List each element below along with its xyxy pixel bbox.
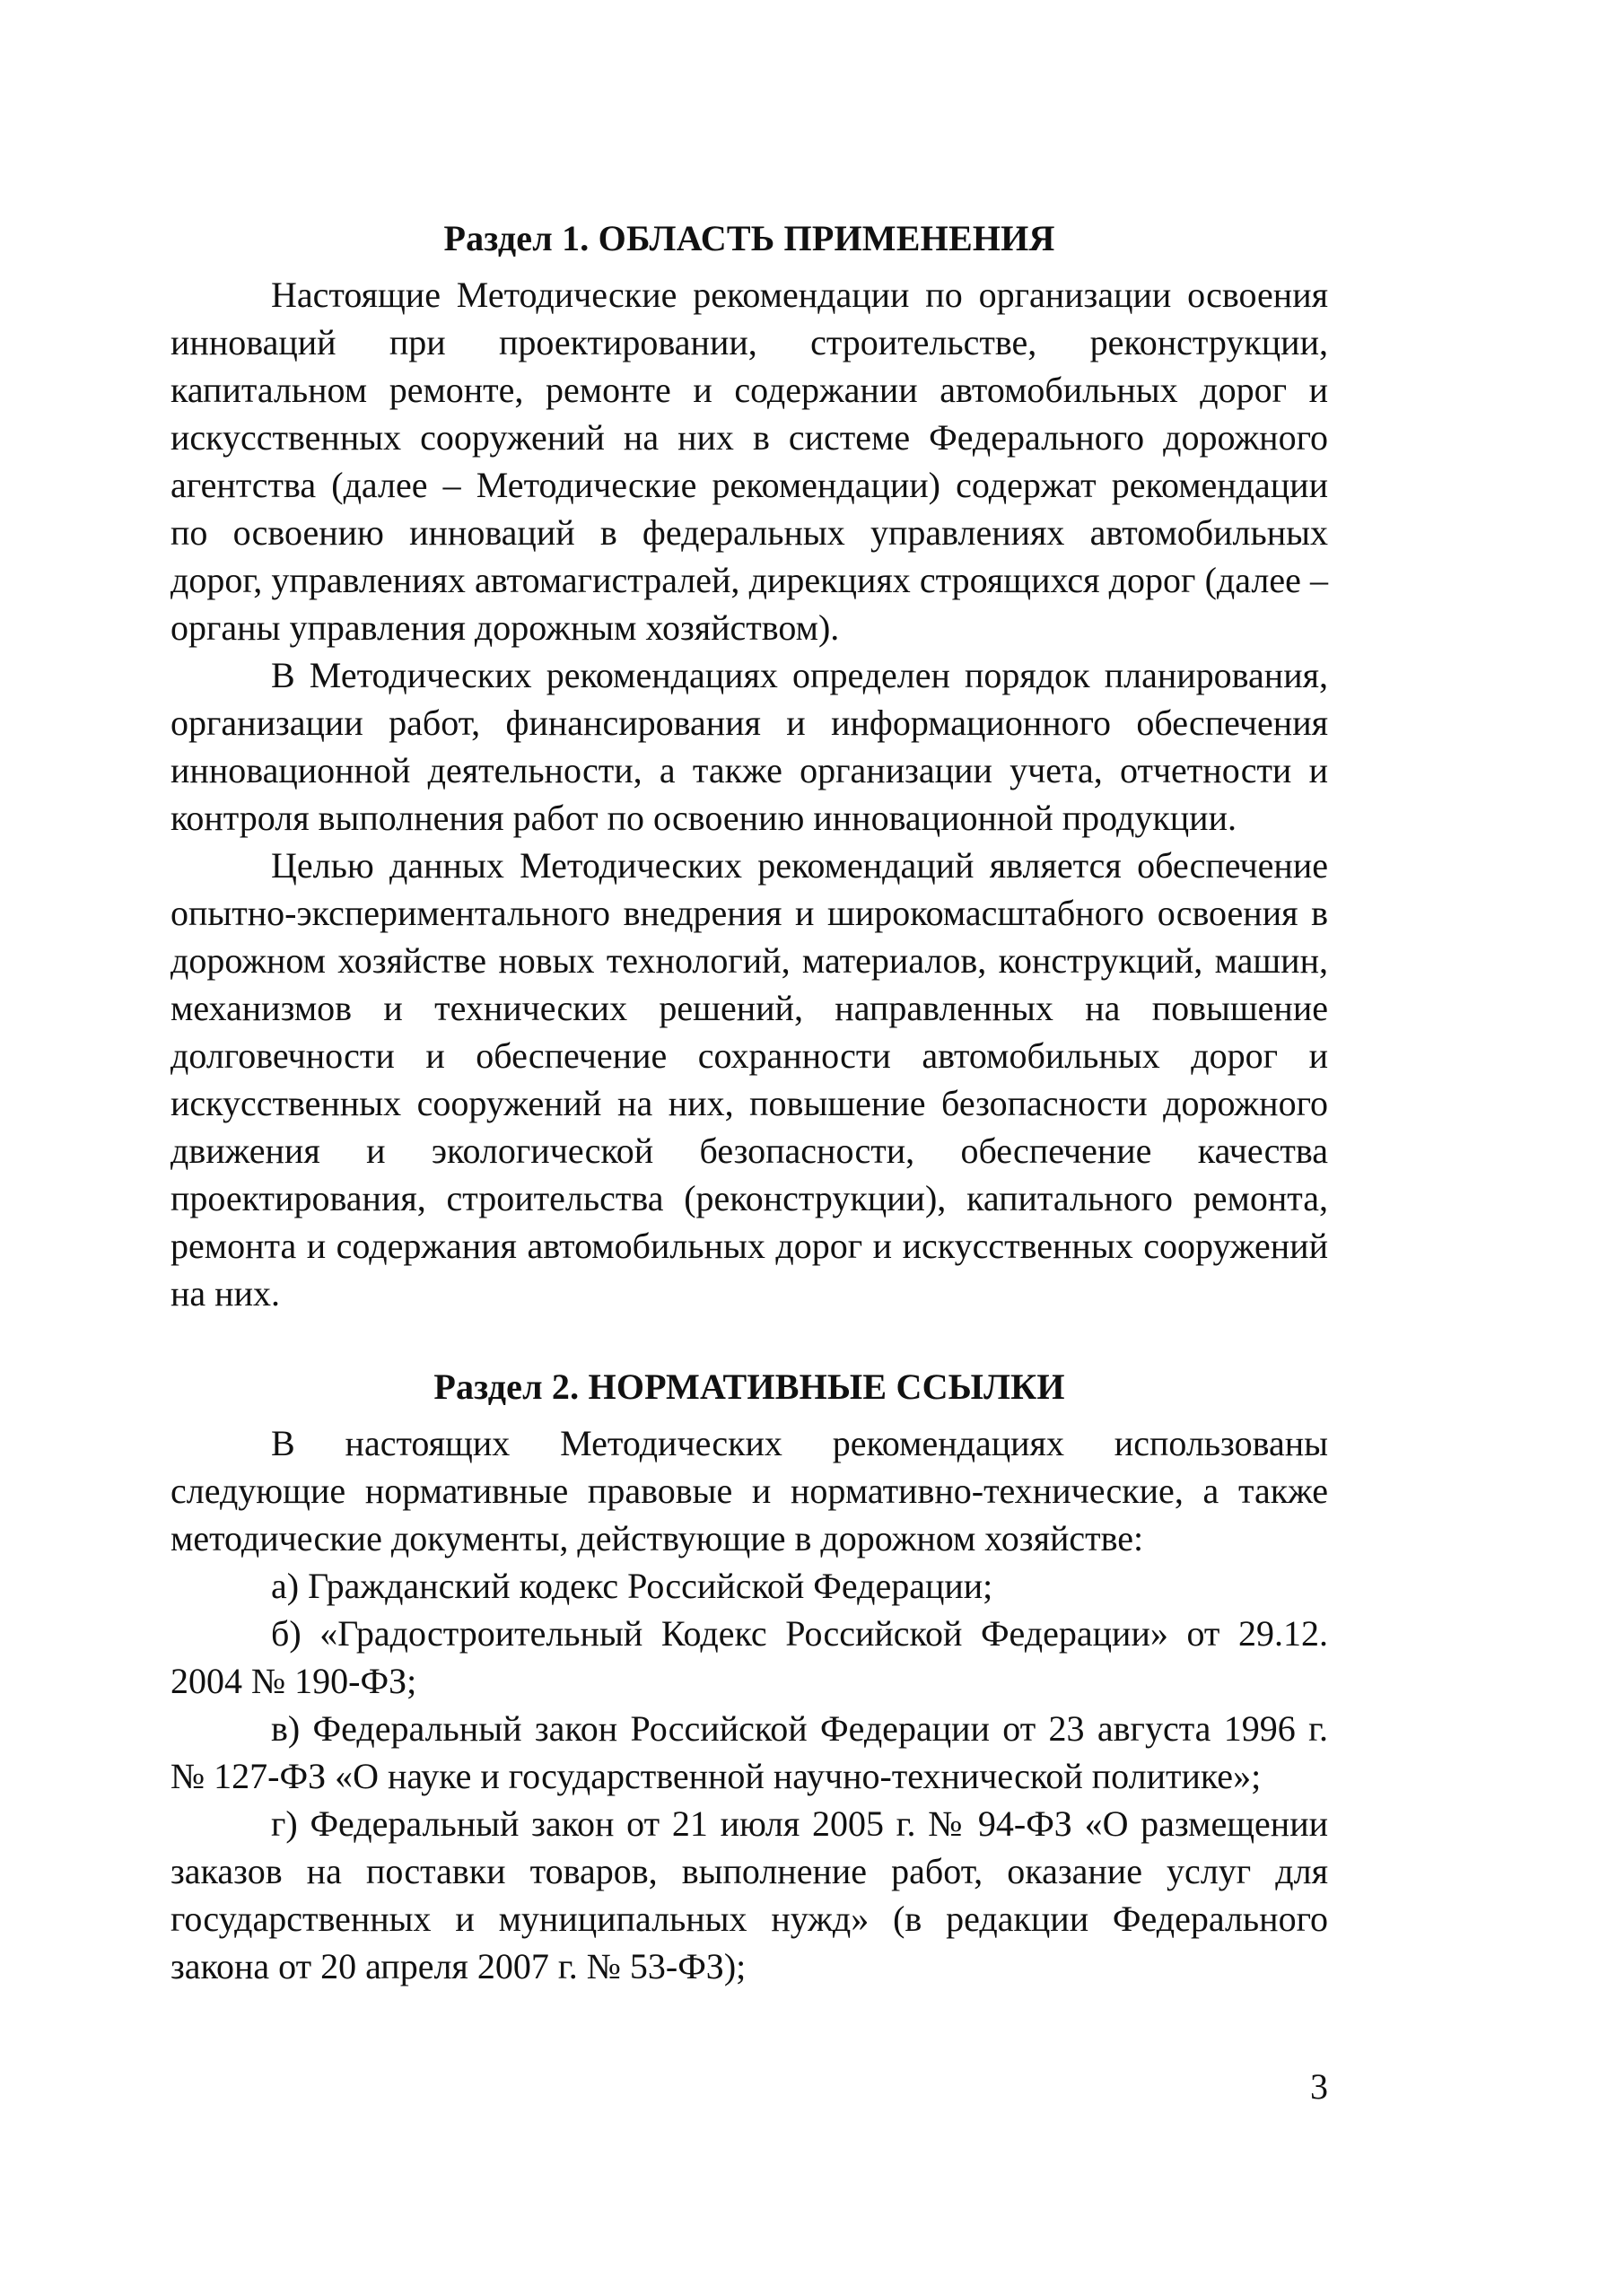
- section-2-list-item: б) «Градостроительный Кодекс Российской Федерации» от 29.12. 2004 № 190-ФЗ;: [170, 1613, 1328, 1701]
- section-2-list-item: а) Гражданский кодекс Российской Федерации;: [271, 1566, 993, 1606]
- section-2-list-item: в) Федеральный закон Российской Федерации от 23 августа 1996 г. № 127-ФЗ «О науке и государственной научно-технической политике»;: [170, 1708, 1328, 1796]
- page-number: 3: [1310, 2066, 1328, 2107]
- section-1-paragraph: Настоящие Методические рекомендации по организации освоения инноваций при проектировании, строительстве, реконструкции, капитальном ремонте, ремонте и содержании автомобильных дорог и искусственных сооружений на них в системе Федерального дорожного агентства (далее – Методические рекомендации) содержат рекомендации по освоению инноваций в федеральных управлениях автомобильных дорог, управлениях автомагистралей, дирекциях строящихся дорог (далее – органы управления дорожным хозяйством).: [170, 275, 1328, 648]
- section-2-intro: В настоящих Методических рекомендациях использованы следующие нормативные правовые и нормативно-технические, а также методические документы, действующие в дорожном хозяйстве:: [170, 1423, 1328, 1558]
- section-2-list-item: г) Федеральный закон от 21 июля 2005 г. № 94-ФЗ «О размещении заказов на поставки товаров, выполнение работ, оказание услуг для государственных и муниципальных нужд» (в редакции Федерального закона от 20 апреля 2007 г. № 53-ФЗ);: [170, 1803, 1328, 1986]
- section-1-paragraph: Целью данных Методических рекомендаций является обеспечение опытно-экспериментального внедрения и широкомасштабного освоения в дорожном хозяйстве новых технологий, материалов, конструкций, машин, механизмов и технических решений, направленных на повышение долговечности и обеспечение сохранности автомобильных дорог и искусственных сооружений на них, повышение безопасности дорожного движения и экологической безопасности, обеспечение качества проектирования, строительства (реконструкции), капитального ремонта, ремонта и содержания автомобильных дорог и искусственных сооружений на них.: [170, 845, 1328, 1314]
- section-2-title: Раздел 2. НОРМАТИВНЫЕ ССЫЛКИ: [433, 1366, 1065, 1407]
- section-1-title: Раздел 1. ОБЛАСТЬ ПРИМЕНЕНИЯ: [443, 218, 1055, 258]
- document-page: [170, 215, 1328, 1990]
- section-1-paragraph: В Методических рекомендациях определен порядок планирования, организации работ, финансирования и информационного обеспечения инновационной деятельности, а также организации учета, отчетности и контроля выполнения работ по освоению инновационной продукции.: [170, 655, 1328, 838]
